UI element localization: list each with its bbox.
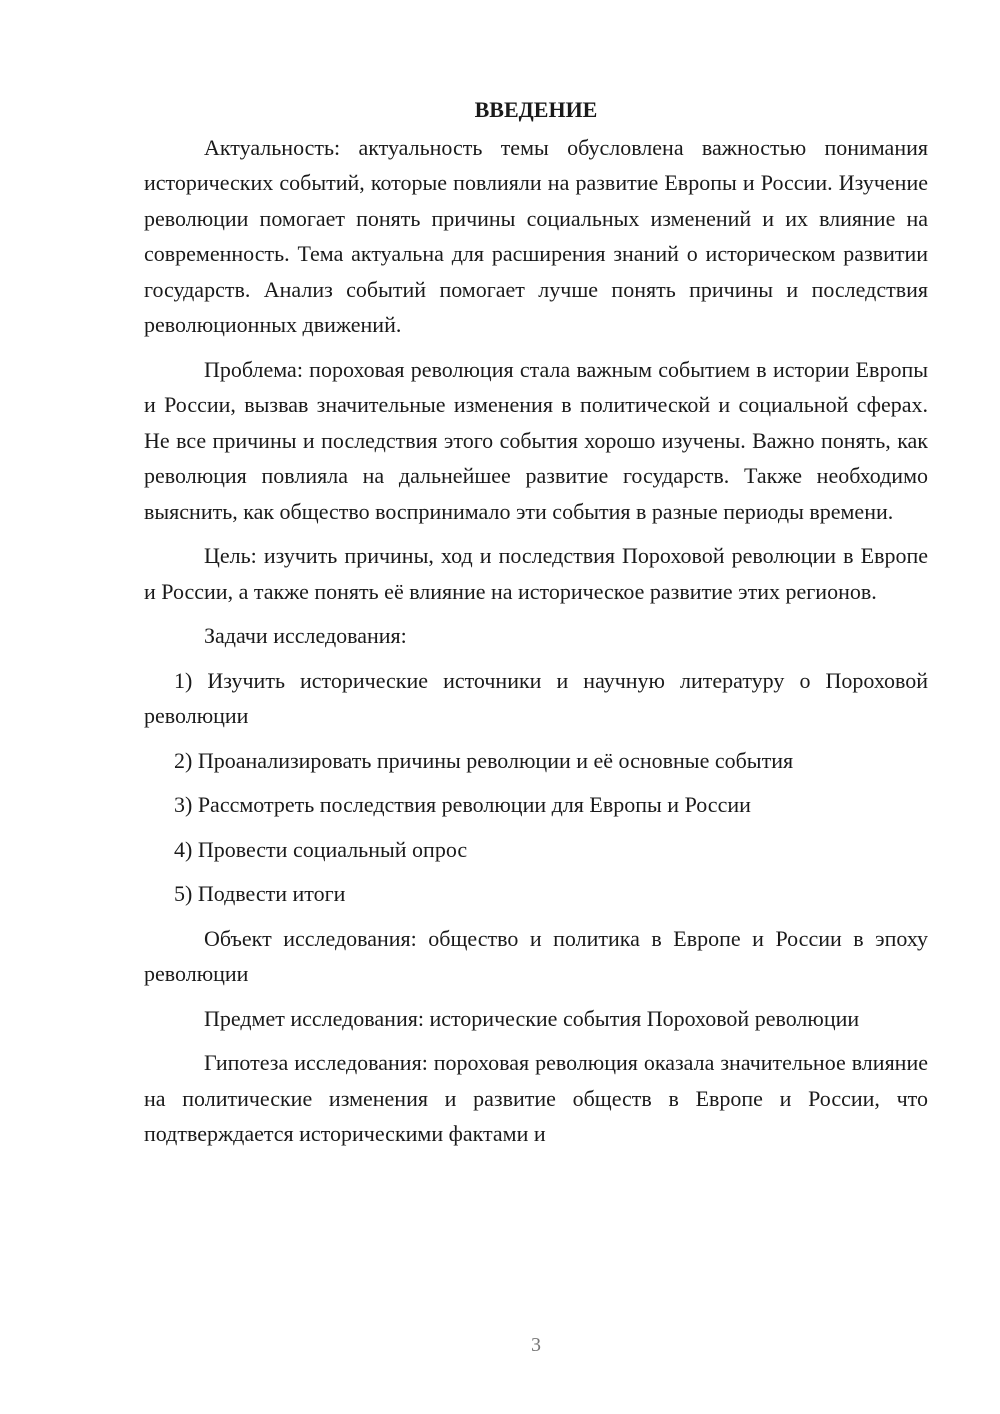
- goal-paragraph: Цель: изучить причины, ход и последствия Пороховой революции в Европе и России, а также понять её влияние на историческое развитие этих регионов.: [144, 543, 928, 604]
- page-title: ВВЕДЕНИЕ: [474, 97, 598, 122]
- task-item: 5) Подвести итоги: [174, 881, 346, 906]
- problem-paragraph: Проблема: пороховая революция стала важным событием в истории Европы и России, вызвав значительные изменения в политической и социальной сферах. Не все причины и последствия этого события хорошо изучены. Важно понять, как революция повлияла на дальнейшее развитие государств. Также необходимо выяснить, как общество воспринимало эти события в разные периоды времени.: [144, 356, 928, 524]
- relevance-paragraph: Актуальность: актуальность темы обусловлена важностью понимания исторических событий, которые повлияли на развитие Европы и России. Изучение революции помогает понять причины социальных изменений и их влияние на современность. Тема актуальна для расширения знаний о историческом развитии государств. Анализ событий помогает лучше понять причины и последствия революционных движений.: [144, 134, 928, 337]
- page-number: 3: [531, 1334, 541, 1356]
- task-item: 1) Изучить исторические источники и научную литературу о Пороховой революции: [144, 667, 928, 728]
- object-paragraph: Объект исследования: общество и политика в Европе и России в эпоху революции: [144, 925, 928, 986]
- hypothesis-paragraph: Гипотеза исследования: пороховая революция оказала значительное влияние на политические изменения и развитие обществ в Европе и России, что подтверждается историческими фактами и: [144, 1050, 928, 1146]
- tasks-heading: Задачи исследования:: [204, 623, 407, 648]
- task-item: 2) Проанализировать причины революции и её основные события: [174, 747, 794, 773]
- subject-paragraph: Предмет исследования: исторические события Пороховой революции: [204, 1005, 860, 1031]
- task-item: 3) Рассмотреть последствия революции для Европы и России: [174, 792, 751, 817]
- task-item: 4) Провести социальный опрос: [174, 836, 468, 862]
- document-page: [144, 92, 928, 1161]
